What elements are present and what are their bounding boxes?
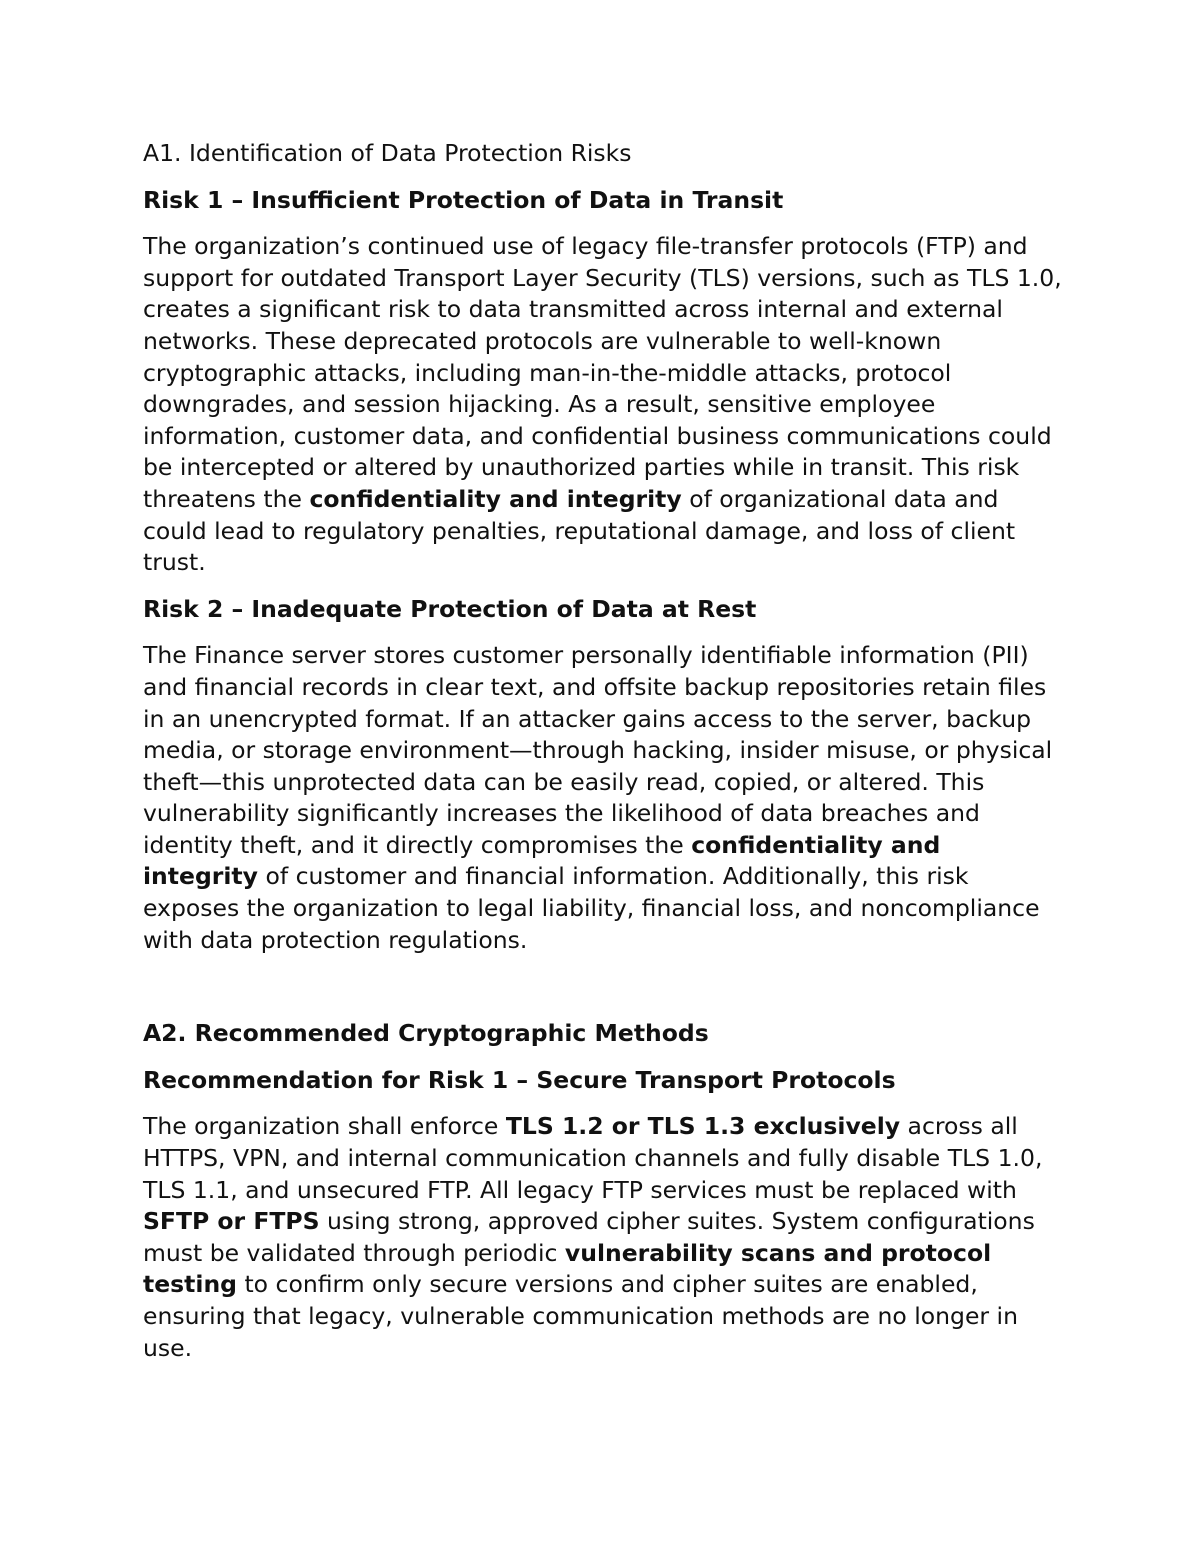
- risk2-text-2: of customer and financial information. Additionally, this risk exposes the organization to legal liability, financial loss, and noncompliance with data protection regulations.: [143, 862, 1040, 954]
- risk1-heading: Risk 1 – Insufficient Protection of Data in Transit: [143, 185, 784, 214]
- risk2-heading: Risk 2 – Inadequate Protection of Data at Rest: [143, 594, 757, 623]
- rec1-text-3: using strong, approved cipher suites. System configurations must be validated through periodic: [143, 1207, 1035, 1267]
- rec1-text-4: to confirm only secure versions and cipher suites are enabled, ensuring that legacy, vulnerable communication methods are no longer in use.: [143, 1270, 1018, 1362]
- risk2-bold-1: confidentiality and integrity: [143, 830, 941, 891]
- risk1-text-2: of organizational data and could lead to regulatory penalties, reputational damage, and loss of client trust.: [143, 484, 1016, 577]
- document-page: [143, 138, 1063, 1379]
- rec1-text-2: across all HTTPS, VPN, and internal communication channels and fully disable TLS 1.0, TLS 1.1, and unsecured FTP. All legacy FTP services must be replaced with: [143, 1112, 1043, 1204]
- rec1-heading: Recommendation for Risk 1 – Secure Transport Protocols: [143, 1065, 896, 1094]
- rec1-text-1: The organization shall enforce: [143, 1112, 506, 1141]
- risk2-paragraph: [143, 640, 1063, 956]
- rec1-paragraph: [143, 1111, 1063, 1364]
- risk1-text-1: The organization’s continued use of legacy file-transfer protocols (FTP) and support for outdated Transport Layer Security (TLS) versions, such as TLS 1.0, creates a significant risk to data transmitted across internal and external networks. These deprecated protocols are vulnerable to well-known cryptographic attacks, including man-in-the-middle attacks, protocol downgrades, and session hijacking. As a result, sensitive employee information, customer data, and confidential business communications could be intercepted or altered by unauthorized parties while in transit. This risk threatens the: [143, 232, 1062, 513]
- section-a2-title: A2. Recommended Cryptographic Methods: [143, 1019, 709, 1048]
- risk1-bold-1: confidentiality and integrity: [309, 484, 682, 513]
- rec1-bold-2: SFTP or FTPS: [143, 1207, 320, 1236]
- section-spacer: [143, 971, 1063, 1018]
- risk1-paragraph: [143, 231, 1063, 579]
- section-a1-title: A1. Identification of Data Protection Risks: [143, 139, 632, 167]
- rec1-bold-1: TLS 1.2 or TLS 1.3 exclusively: [505, 1112, 901, 1141]
- rec1-bold-3: vulnerability scans and protocol testing: [143, 1238, 992, 1299]
- risk2-text-1: The Finance server stores customer personally identifiable information (PII) and financial records in clear text, and offsite backup repositories retain files in an unencrypted format. If an attacker gains access to the server, backup media, or storage environment—through hacking, insider misuse, or physical theft—this unprotected data can be easily read, copied, or altered. This vulnerability significantly increases the likelihood of data breaches and identity theft, and it directly compromises the: [143, 641, 1053, 859]
